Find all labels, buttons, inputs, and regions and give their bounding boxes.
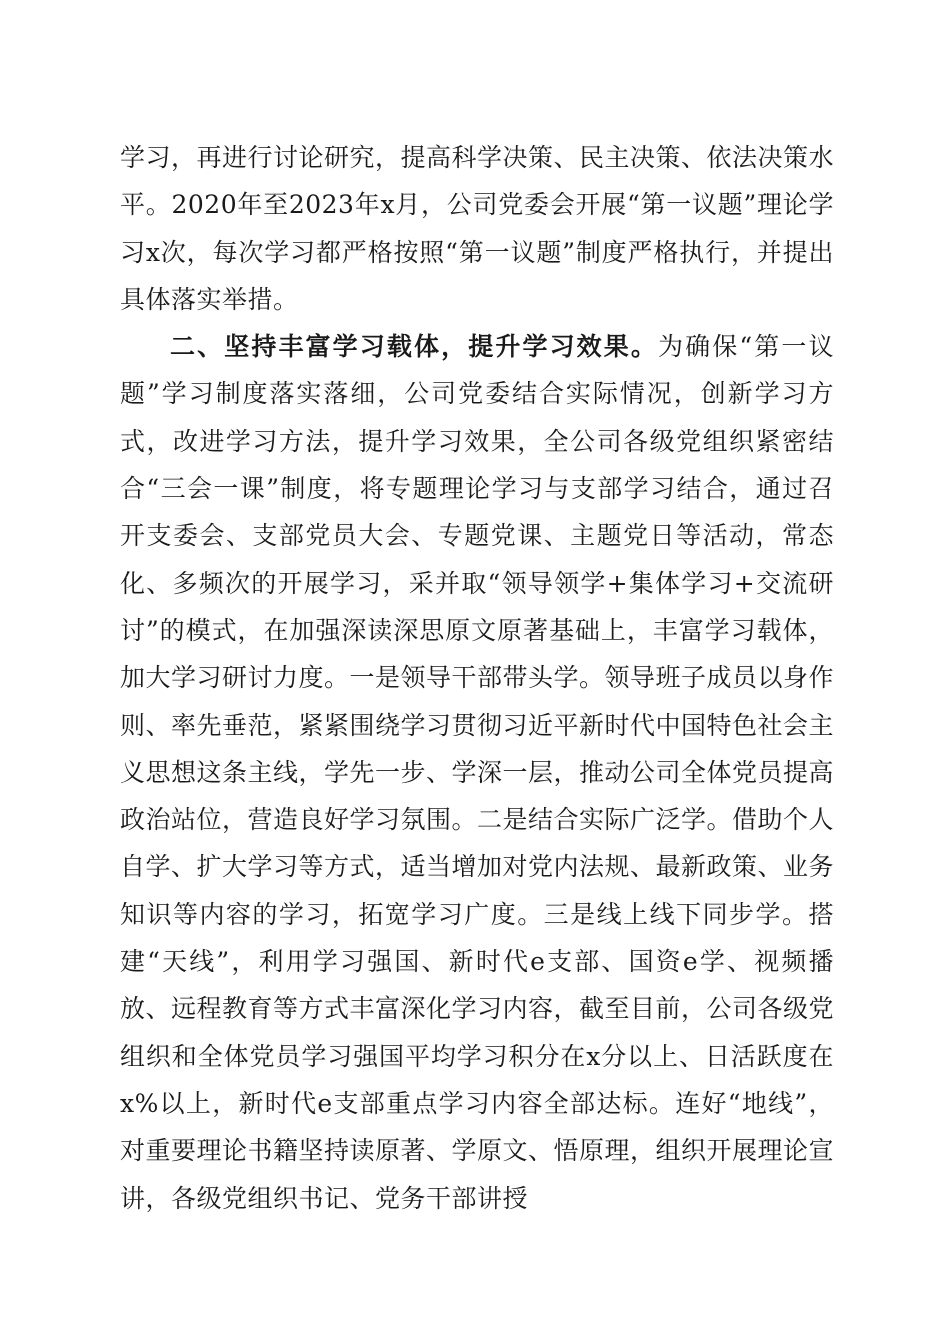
paragraph-2-text: 为确保“第一议题”学习制度落实落细，公司党委结合实际情况，创新学习方式，改进学习方法，提升学习效果，全公司各级党组织紧密结合“三会一课”制度，将专题理论学习与支部学习结合，通过召开支委会、支部党员大会、专题党课、主题党日等活动，常态化、多频次的开展学习，采并取“领导领学+集体学习+交流研讨”的模式，在加强深读深思原文原著基础上，丰富学习载体，加大学习研讨力度。一是领导干部带头学。领导班子成员以身作则、率先垂范，紧紧围绕学习贯彻习近平新时代中国特色社会主义思想这条主线，学先一步、学深一层，推动公司全体党员提高政治站位，营造良好学习氛围。二是结合实际广泛学。借助个人自学、扩大学习等方式，适当增加对党内法规、最新政策、业务知识等内容的学习，拓宽学习广度。三是线上线下同步学。搭建“天线”，利用学习强国、新时代e支部、国资e学、视频播放、远程教育等方式丰富深化学习内容，截至目前，公司各级党组织和全体党员学习强国平均学习积分在x分以上、日活跃度在x%以上，新时代e支部重点学习内容全部达标。连好“地线”，对重要理论书籍坚持读原著、学原文、悟原理，组织开展理论宣讲，各级党组织书记、党务干部讲授 — [120, 332, 835, 1213]
paragraph-section-two — [120, 323, 834, 1222]
paragraph-1-text: 学习，再进行讨论研究，提高科学决策、民主决策、依法决策水平。2020年至2023年x月，公司党委会开展“第一议题”理论学习x次，每次学习都严格按照“第一议题”制度严格执行，并提出具体落实举措。 — [120, 143, 835, 314]
section-heading: 二、坚持丰富学习载体，提升学习效果。 — [170, 332, 659, 362]
document-body — [120, 134, 834, 1222]
paragraph-continuation — [120, 134, 834, 323]
